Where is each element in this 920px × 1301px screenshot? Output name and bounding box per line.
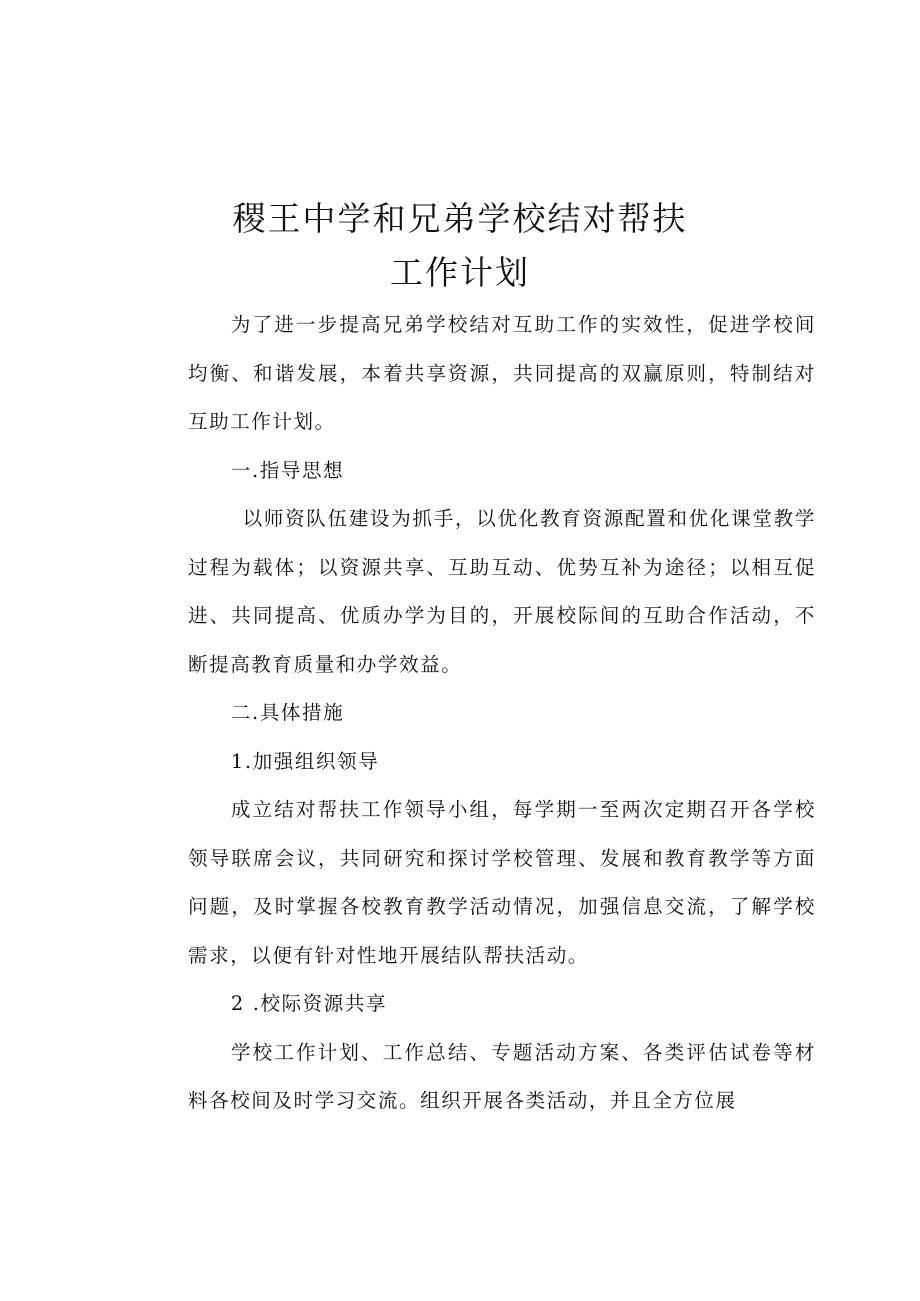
section1-text: 以师资队伍建设为抓手，以优化教育资源配置和优化课堂教学过程为载体；以资源共享、互助互动、优势互补为途径；以相互促进、共同提高、优质办学为目的，开展校际间的互助合作活动，不断提高教育质量和办学效益。 <box>188 507 816 676</box>
section1-paragraph <box>188 495 816 689</box>
subsection2-heading: 2 .校际资源共享 <box>230 992 388 1015</box>
document-title-line1: 稷王中学和兄弟学校结对帮扶 <box>232 199 688 238</box>
intro-paragraph: 为了进一步提高兄弟学校结对互助工作的实效性，促进学校间均衡、和谐发展，本着共享资源，共同提高的双赢原则，特制结对互助工作计划。 <box>188 313 816 433</box>
document-body <box>188 301 816 1126</box>
subsection1-paragraph: 成立结对帮扶工作领导小组，每学期一至两次定期召开各学校领导联席会议，共同研究和探讨学校管理、发展和教育教学等方面问题，及时掌握各校教育教学活动情况，加强信息交流，了解学校需求，以便有针对性地开展结队帮扶活动。 <box>188 798 816 967</box>
document-title-line2: 工作计划 <box>390 253 530 292</box>
section2-heading: 二.具体措施 <box>230 701 345 724</box>
section1-heading: 一.指导思想 <box>230 458 345 482</box>
subsection2-paragraph: 学校工作计划、工作总结、专题活动方案、各类评估试卷等材料各校间及时学习交流。组织开展各类活动，并且全方位展 <box>188 1040 816 1112</box>
subsection1-heading: 1.加强组织领导 <box>230 749 380 773</box>
